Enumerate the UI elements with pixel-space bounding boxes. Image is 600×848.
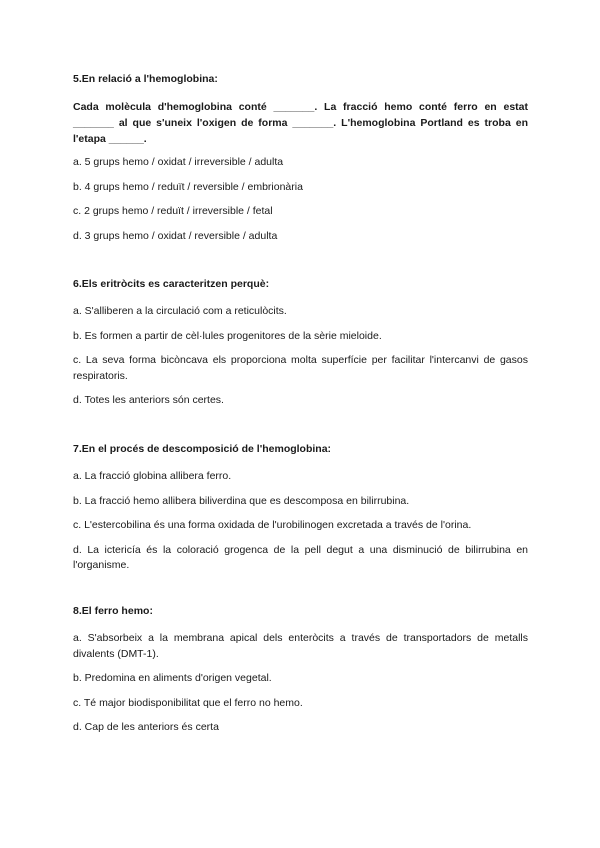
question-8 — [73, 604, 528, 745]
option-a: a. La fracció globina allibera ferro. — [73, 470, 232, 482]
option-a: a. S'absorbeix a la membrana apical dels enteròcits a través de transportadors de metalls divalents (DMT-1). — [73, 632, 528, 660]
option-c: c. Té major biodisponibilitat que el ferro no hemo. — [73, 696, 303, 709]
question-7 — [73, 442, 528, 583]
option-c: c. 2 grups hemo / reduït / irreversible / fetal — [73, 205, 273, 217]
option-b: b. La fracció hemo allibera biliverdina que es descomposa en bilirrubina. — [73, 494, 410, 507]
option-d: d. Cap de les anteriors és certa — [73, 721, 219, 733]
question-title: 6.Els eritròcits es caracteritzen perquè: — [73, 278, 270, 290]
option-d: d. La ictericía és la coloració grogenca de la pell degut a una disminució de bilirrubina en l'organisme. — [73, 543, 528, 571]
question-stem: Cada molècula d'hemoglobina conté _______. La fracció hemo conté ferro en estat _______ al que s'uneix l'oxigen de forma _______. L'hemoglobina Portland es troba en l'etapa ______. — [73, 101, 528, 145]
question-5 — [73, 72, 528, 253]
question-title: 8.El ferro hemo: — [73, 605, 153, 617]
option-a: a. 5 grups hemo / oxidat / irreversible / adulta — [73, 156, 284, 168]
question-6 — [73, 277, 528, 418]
option-a: a. S'alliberen a la circulació com a reticulòcits. — [73, 305, 287, 317]
option-d: d. Totes les anteriors són certes. — [73, 394, 224, 406]
question-title: 5.En relació a l'hemoglobina: — [73, 73, 218, 85]
option-c: c. La seva forma bicòncava els proporciona molta superfície per facilitar l'intercanvi de gasos respiratoris. — [73, 354, 528, 382]
option-b: b. Es formen a partir de cèl·lules progenitores de la sèrie mieloide. — [73, 329, 382, 342]
question-title: 7.En el procés de descomposició de l'hemoglobina: — [73, 443, 332, 455]
option-b: b. Predomina en aliments d'origen vegetal. — [73, 672, 272, 684]
option-c: c. L'estercobilina és una forma oxidada de l'urobilinogen excretada a través de l'orina. — [73, 519, 472, 531]
option-d: d. 3 grups hemo / oxidat / reversible / adulta — [73, 229, 278, 242]
option-b: b. 4 grups hemo / reduït / reversible / embrionària — [73, 180, 303, 193]
